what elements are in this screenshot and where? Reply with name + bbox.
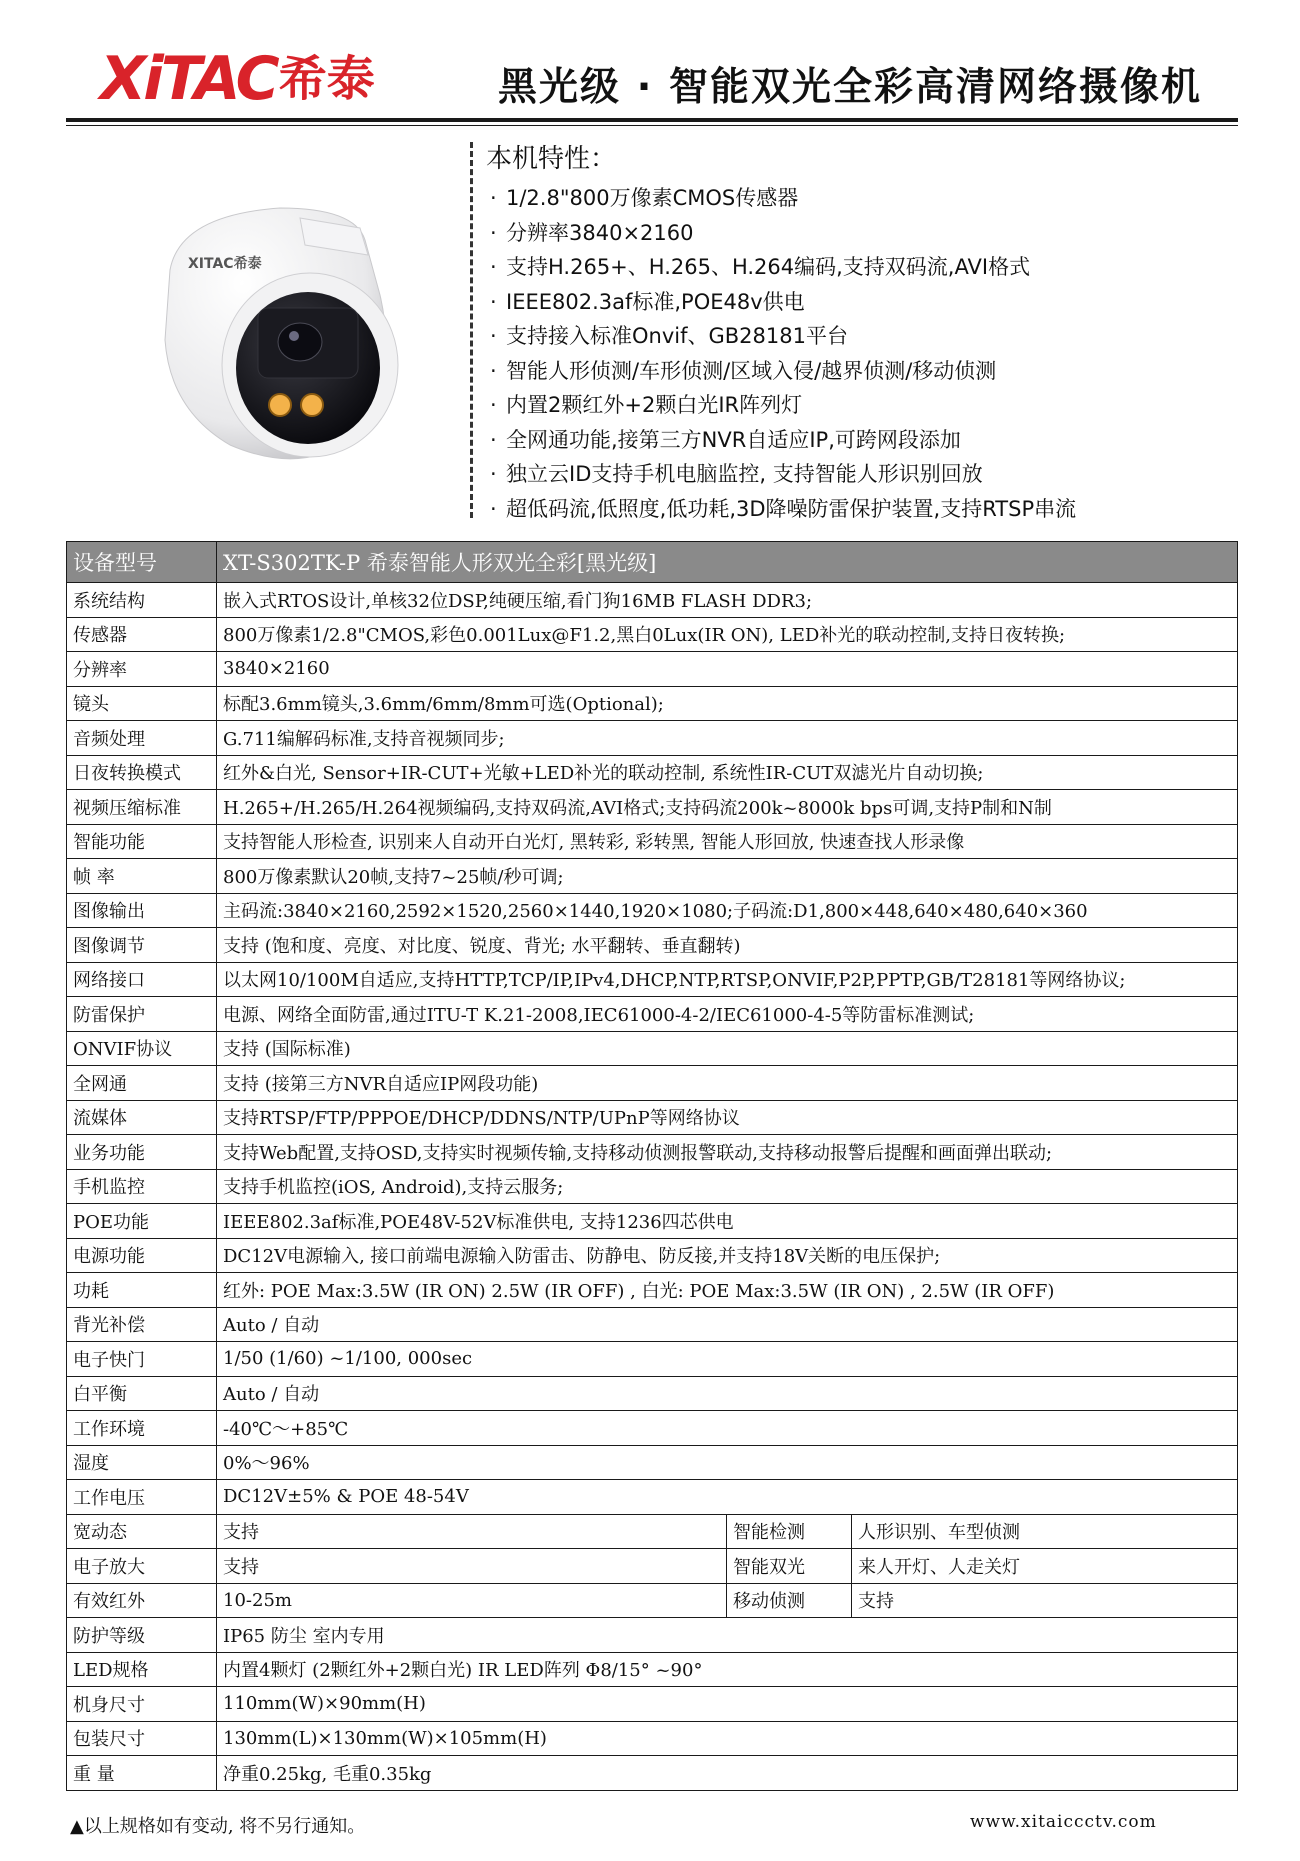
spec-label: LED规格 <box>67 1652 217 1687</box>
spec-value: 支持 (饱和度、亮度、对比度、锐度、背光; 水平翻转、垂直翻转) <box>217 928 1238 963</box>
bullet-icon: · <box>490 427 497 452</box>
feature-text: 1/2.8"800万像素CMOS传感器 <box>506 186 799 210</box>
spec-row <box>67 1100 1238 1135</box>
brand-logo <box>100 44 375 114</box>
spec-value: 支持 <box>852 1583 1238 1618</box>
bullet-icon: · <box>490 358 497 383</box>
spec-label: ONVIF协议 <box>67 1031 217 1066</box>
spec-value: 嵌入式RTOS设计,单核32位DSP,纯硬压缩,看门狗16MB FLASH DDR3; <box>217 583 1238 618</box>
camera-logo: XITAC希泰 <box>188 256 262 272</box>
feature-item <box>490 181 1076 216</box>
spec-table <box>66 541 1238 1791</box>
bullet-icon: · <box>490 324 497 348</box>
website-url: www.xitaiccctv.com <box>970 1812 1157 1832</box>
dome-camera-image <box>150 200 410 460</box>
spec-label: 智能双光 <box>727 1549 852 1584</box>
feature-text: 分辨率3840×2160 <box>506 220 694 245</box>
spec-value: 支持RTSP/FTP/PPPOE/DHCP/DDNS/NTP/UPnP等网络协议 <box>217 1100 1238 1135</box>
spec-row <box>67 1066 1238 1101</box>
brand-logo-cjk: 希泰 <box>278 51 375 107</box>
spec-label: 机身尺寸 <box>67 1687 217 1722</box>
spec-label: 手机监控 <box>67 1169 217 1204</box>
spec-label: 功耗 <box>67 1273 217 1308</box>
spec-label: POE功能 <box>67 1204 217 1239</box>
spec-label: 有效红外 <box>67 1583 217 1618</box>
features-divider <box>470 142 473 518</box>
bullet-icon: · <box>490 393 497 417</box>
spec-value: H.265+/H.265/H.264视频编码,支持双码流,AVI格式;支持码流200k~8000k bps可调,支持P制和N制 <box>217 790 1238 825</box>
page-title: 黑光级 · 智能双光全彩高清网络摄像机 <box>498 65 1202 110</box>
spec-value: 0%～96% <box>217 1445 1238 1480</box>
spec-label: 工作环境 <box>67 1411 217 1446</box>
spec-label: 业务功能 <box>67 1135 217 1170</box>
feature-text: 内置2颗红外+2颗白光IR阵列灯 <box>506 393 803 417</box>
spec-value: 支持 (国际标准) <box>217 1031 1238 1066</box>
feature-text: 全网通功能,接第三方NVR自适应IP,可跨网段添加 <box>506 427 961 452</box>
bullet-icon: · <box>490 255 497 279</box>
spec-value: 支持 (接第三方NVR自适应IP网段功能) <box>217 1066 1238 1101</box>
spec-value: 支持 <box>217 1549 727 1584</box>
spec-label: 防雷保护 <box>67 997 217 1032</box>
spec-value: 以太网10/100M自适应,支持HTTP,TCP/IP,IPv4,DHCP,NTP,RTSP,ONVIF,P2P,PPTP,GB/T28181等网络协议; <box>217 962 1238 997</box>
header-divider <box>66 118 1238 122</box>
spec-value: G.711编解码标准,支持音视频同步; <box>217 721 1238 756</box>
spec-row <box>67 1480 1238 1515</box>
spec-value: IEEE802.3af标准,POE48V-52V标准供电, 支持1236四芯供电 <box>217 1204 1238 1239</box>
spec-label: 包装尺寸 <box>67 1721 217 1756</box>
spec-value: 来人开灯、人走关灯 <box>852 1549 1238 1584</box>
spec-row <box>67 1411 1238 1446</box>
feature-item <box>490 319 1076 354</box>
spec-label: 防护等级 <box>67 1618 217 1653</box>
spec-value: 10-25m <box>217 1583 727 1618</box>
disclaimer-note: ▲以上规格如有变动, 将不另行通知。 <box>70 1816 366 1837</box>
feature-item <box>490 285 1076 320</box>
spec-label: 白平衡 <box>67 1376 217 1411</box>
feature-text: 支持H.265+、H.265、H.264编码,支持双码流,AVI格式 <box>506 255 1031 279</box>
spec-label: 系统结构 <box>67 583 217 618</box>
spec-label: 帧 率 <box>67 859 217 894</box>
spec-label: 传感器 <box>67 617 217 652</box>
spec-row <box>67 652 1238 687</box>
spec-header-value: XT-S302TK-P 希泰智能人形双光全彩[黑光级] <box>217 542 1238 583</box>
spec-value: 1/50 (1/60) ~1/100, 000sec <box>217 1342 1238 1377</box>
feature-text: 独立云ID支持手机电脑监控, 支持智能人形识别回放 <box>506 462 983 486</box>
spec-row <box>67 893 1238 928</box>
feature-text: 超低码流,低照度,低功耗,3D降噪防雷保护装置,支持RTSP串流 <box>506 496 1077 521</box>
spec-row <box>67 1514 1238 1549</box>
spec-row <box>67 1549 1238 1584</box>
spec-row <box>67 928 1238 963</box>
spec-value: 支持 <box>217 1514 727 1549</box>
feature-item <box>490 216 1076 251</box>
feature-item <box>490 423 1076 458</box>
spec-value: 3840×2160 <box>217 652 1238 687</box>
spec-header-row <box>67 542 1238 583</box>
spec-value: 支持智能人形检查, 识别来人自动开白光灯, 黑转彩, 彩转黑, 智能人形回放, 快速查找人形录像 <box>217 824 1238 859</box>
spec-row <box>67 1376 1238 1411</box>
spec-label: 宽动态 <box>67 1514 217 1549</box>
spec-row <box>67 617 1238 652</box>
spec-value: 红外: POE Max:3.5W (IR ON) 2.5W (IR OFF) , 白光: POE Max:3.5W (IR ON) , 2.5W (IR OFF) <box>217 1273 1238 1308</box>
spec-row <box>67 962 1238 997</box>
spec-label: 图像调节 <box>67 928 217 963</box>
spec-row <box>67 1445 1238 1480</box>
spec-value: 净重0.25kg, 毛重0.35kg <box>217 1756 1238 1791</box>
spec-label: 重 量 <box>67 1756 217 1791</box>
spec-value: IP65 防尘 室内专用 <box>217 1618 1238 1653</box>
spec-row <box>67 1721 1238 1756</box>
spec-row <box>67 583 1238 618</box>
spec-label: 视频压缩标准 <box>67 790 217 825</box>
feature-item <box>490 354 1076 389</box>
spec-row <box>67 1204 1238 1239</box>
features-list <box>490 181 1076 526</box>
bullet-icon: · <box>490 289 497 314</box>
spec-label: 电子快门 <box>67 1342 217 1377</box>
spec-label: 网络接口 <box>67 962 217 997</box>
spec-label: 图像输出 <box>67 893 217 928</box>
spec-row <box>67 1307 1238 1342</box>
spec-row <box>67 1031 1238 1066</box>
spec-header-label: 设备型号 <box>67 542 217 583</box>
spec-value: -40℃～+85℃ <box>217 1411 1238 1446</box>
spec-row <box>67 1169 1238 1204</box>
spec-label: 智能功能 <box>67 824 217 859</box>
spec-row <box>67 824 1238 859</box>
spec-label: 工作电压 <box>67 1480 217 1515</box>
spec-label: 背光补偿 <box>67 1307 217 1342</box>
feature-text: 智能人形侦测/车形侦测/区域入侵/越界侦测/移动侦测 <box>506 358 997 383</box>
spec-label: 音频处理 <box>67 721 217 756</box>
spec-label: 流媒体 <box>67 1100 217 1135</box>
spec-value: DC12V电源输入, 接口前端电源输入防雷击、防静电、防反接,并支持18V关断的电压保护; <box>217 1238 1238 1273</box>
spec-row <box>67 1135 1238 1170</box>
spec-value: 人形识别、车型侦测 <box>852 1514 1238 1549</box>
spec-row <box>67 1273 1238 1308</box>
spec-row <box>67 721 1238 756</box>
spec-value: DC12V±5% & POE 48-54V <box>217 1480 1238 1515</box>
spec-label: 电源功能 <box>67 1238 217 1273</box>
feature-text: 支持接入标准Onvif、GB28181平台 <box>506 324 848 348</box>
bullet-icon: · <box>490 462 497 486</box>
spec-value: Auto / 自动 <box>217 1307 1238 1342</box>
spec-row <box>67 1618 1238 1653</box>
spec-value: 支持手机监控(iOS, Android),支持云服务; <box>217 1169 1238 1204</box>
spec-value: 800万像素1/2.8"CMOS,彩色0.001Lux@F1.2,黑白0Lux(IR ON), LED补光的联动控制,支持日夜转换; <box>217 617 1238 652</box>
feature-item <box>490 457 1076 492</box>
spec-row <box>67 1238 1238 1273</box>
spec-label: 湿度 <box>67 1445 217 1480</box>
spec-value: 电源、网络全面防雷,通过ITU-T K.21-2008,IEC61000-4-2/IEC61000-4-5等防雷标准测试; <box>217 997 1238 1032</box>
spec-value: 110mm(W)×90mm(H) <box>217 1687 1238 1722</box>
spec-label: 镜头 <box>67 686 217 721</box>
feature-text: IEEE802.3af标准,POE48v供电 <box>506 289 805 314</box>
spec-label: 日夜转换模式 <box>67 755 217 790</box>
spec-label: 全网通 <box>67 1066 217 1101</box>
features-heading: 本机特性： <box>486 144 617 174</box>
spec-row <box>67 755 1238 790</box>
spec-label: 智能检测 <box>727 1514 852 1549</box>
spec-row <box>67 1583 1238 1618</box>
spec-value: 支持Web配置,支持OSD,支持实时视频传输,支持移动侦测报警联动,支持移动报警后提醒和画面弹出联动; <box>217 1135 1238 1170</box>
feature-item <box>490 492 1076 527</box>
feature-item <box>490 388 1076 423</box>
header-divider-thin <box>66 125 1238 126</box>
spec-value: 内置4颗灯 (2颗红外+2颗白光) IR LED阵列 Φ8/15° ~90° <box>217 1652 1238 1687</box>
spec-row <box>67 790 1238 825</box>
bullet-icon: · <box>490 220 497 245</box>
spec-value: 标配3.6mm镜头,3.6mm/6mm/8mm可选(Optional); <box>217 686 1238 721</box>
brand-logo-latin: XiTAC <box>100 44 277 114</box>
spec-row <box>67 1756 1238 1791</box>
bullet-icon: · <box>490 186 497 210</box>
spec-row <box>67 859 1238 894</box>
spec-row <box>67 997 1238 1032</box>
spec-label: 电子放大 <box>67 1549 217 1584</box>
spec-value: Auto / 自动 <box>217 1376 1238 1411</box>
spec-value: 红外&白光, Sensor+IR-CUT+光敏+LED补光的联动控制, 系统性IR-CUT双滤光片自动切换; <box>217 755 1238 790</box>
spec-row <box>67 686 1238 721</box>
feature-item <box>490 250 1076 285</box>
spec-row <box>67 1342 1238 1377</box>
spec-label: 移动侦测 <box>727 1583 852 1618</box>
spec-value: 800万像素默认20帧,支持7~25帧/秒可调; <box>217 859 1238 894</box>
spec-row <box>67 1652 1238 1687</box>
spec-value: 主码流:3840×2160,2592×1520,2560×1440,1920×1080;子码流:D1,800×448,640×480,640×360 <box>217 893 1238 928</box>
bullet-icon: · <box>490 496 497 521</box>
spec-label: 分辨率 <box>67 652 217 687</box>
spec-row <box>67 1687 1238 1722</box>
spec-value: 130mm(L)×130mm(W)×105mm(H) <box>217 1721 1238 1756</box>
